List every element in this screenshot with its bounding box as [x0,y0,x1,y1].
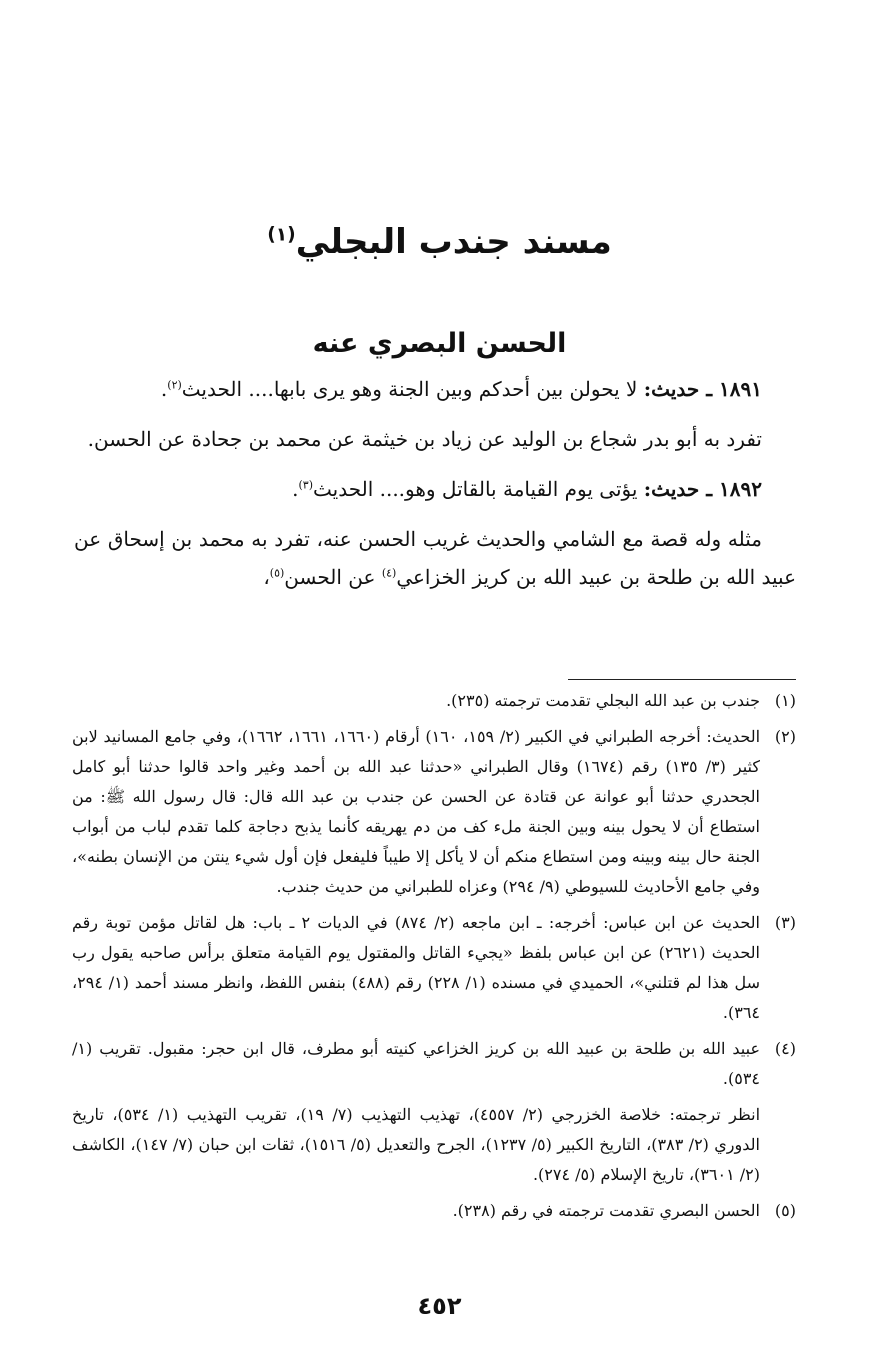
footnote-divider [568,679,796,680]
footnote-ref-4: (٤) [381,566,397,580]
hadith-1891-comment: تفرد به أبو بدر شجاع بن الوليد عن زياد بن خيثمة عن محمد بن جحادة عن الحسن. [87,427,762,451]
hadith-1892-comment-a: مثله وله قصة مع الشامي والحديث غريب الحسن عنه، تفرد به محمد بن إسحاق عن عبيد الله بن طلحة بن عبيد الله بن كريز الخزاعي [74,527,796,589]
footnote-5-mark: (٥) [774,1201,796,1220]
page-title [0,212,879,272]
footnote-1-text: جندب بن عبد الله البجلي تقدمت ترجمته (٢٣٥). [446,691,760,710]
footnote-5-text: الحسن البصري تقدمت ترجمته في رقم (٢٣٨). [452,1201,760,1220]
hadith-1891-end: . [160,377,168,401]
section-heading: الحسن البصري عنه [312,328,567,359]
footnote-4-text: عبيد الله بن طلحة بن عبيد الله بن كريز الخزاعي كنيته أبو مطرف، قال ابن حجر: مقبول. تقريب (١/ ٥٣٤). [72,1039,760,1088]
hadith-1891 [74,370,796,408]
hadith-1892-comment [74,520,796,596]
footnote-5 [72,1196,796,1226]
footnote-3-mark: (٣) [774,913,796,932]
hadith-1892-footnote-ref: (٣) [298,478,313,492]
footnote-1-mark: (١) [774,691,796,710]
hadith-1892-comment-end: ، [263,565,270,589]
footnote-4-mark: (٤) [774,1039,796,1058]
hadith-1892 [74,470,796,508]
footnote-4-continuation: انظر ترجمته: خلاصة الخزرجي (٢/ ٤٥٥٧)، تهذيب التهذيب (٧/ ١٩)، تقريب التهذيب (١/ ٥٣٤)، تاريخ الدوري (٢/ ٣٨٣)، التاريخ الكبير (٥/ ١٢٣٧)، الجرح والتعديل (٥/ ١٥١٦)، ثقات ابن حبان (٧/ ١٤٧)، الكاشف (٢/ ٣٦٠١)، تاريخ الإسلام (٥/ ٢٧٤). [72,1105,761,1184]
hadith-1891-text: لا يحولن بين أحدكم وبين الجنة وهو يرى بابها.... الحديث [181,377,638,401]
hadith-1892-comment-b: عن الحسن [284,565,376,589]
title-footnote-ref: (١) [267,224,296,246]
footnote-2-text: الحديث: أخرجه الطبراني في الكبير (٢/ ١٥٩، ١٦٠) أرقام (١٦٦٠، ١٦٦١، ١٦٦٢)، وفي جامع المسانيد لابن كثير (٣/ ١٣٥) رقم (١٦٧٤) وقال الطبراني «حدثنا عبد الله بن أحمد وغير واحد قالوا حدثنا أبو كامل الجحدري حدثنا أبو عوانة عن قتادة عن الحسن عن جندب بن عبد الله قال: قال رسول الله ﷺ: من استطاع أن لا يحول بينه وبين الجنة ملء كف من دم يهريقه كأنما يذبح دجاجة كلما تقدم لباب من أبواب الجنة حال بينه وبينه ومن استطاع منكم أن لا يأكل إلا طيباً فليفعل فإن أول شيء ينتن من الإنسان بطنه»، وفي جامع الأحاديث للسيوطي (٩/ ٢٩٤) وعزاه للطبراني من حديث جندب. [72,727,761,896]
footnote-ref-5: (٥) [269,566,285,580]
footnote-1 [72,686,796,716]
hadith-1892-text: يؤتى يوم القيامة بالقاتل وهو.... الحديث [312,477,638,501]
footnote-3-text: الحديث عن ابن عباس: أخرجه: ـ ابن ماجعه (٢/ ٨٧٤) في الديات ٢ ـ باب: هل لقاتل مؤمن توبة رقم الحديث (٢٦٢١) عن ابن عباس بلفظ «يجيء القاتل والمقتول يوم القيامة متعلق برأس صاحبه يقول رب سل هذا لم قتلني»، الحميدي في مسنده (١/ ٢٢٨) رقم (٤٨٨) بنفس اللفظ، وانظر مسند أحمد (١/ ٢٩٤، ٣٦٤). [72,913,761,1022]
title-text: مسند جندب البجلي [295,222,612,262]
footnote-3 [72,908,796,1028]
page-number: ٤٥٢ [417,1292,462,1320]
hadith-1891-footnote-ref: (٢) [167,378,182,392]
footnotes [72,686,796,1232]
hadith-1892-end: . [292,477,299,501]
hadith-1891-label: ١٨٩١ ـ حديث: [643,377,762,401]
hadith-1892-label: ١٨٩٢ ـ حديث: [643,477,762,501]
footnote-4 [72,1034,796,1190]
footnote-2 [72,722,796,902]
main-text [74,370,796,608]
footnote-2-mark: (٢) [774,727,796,746]
